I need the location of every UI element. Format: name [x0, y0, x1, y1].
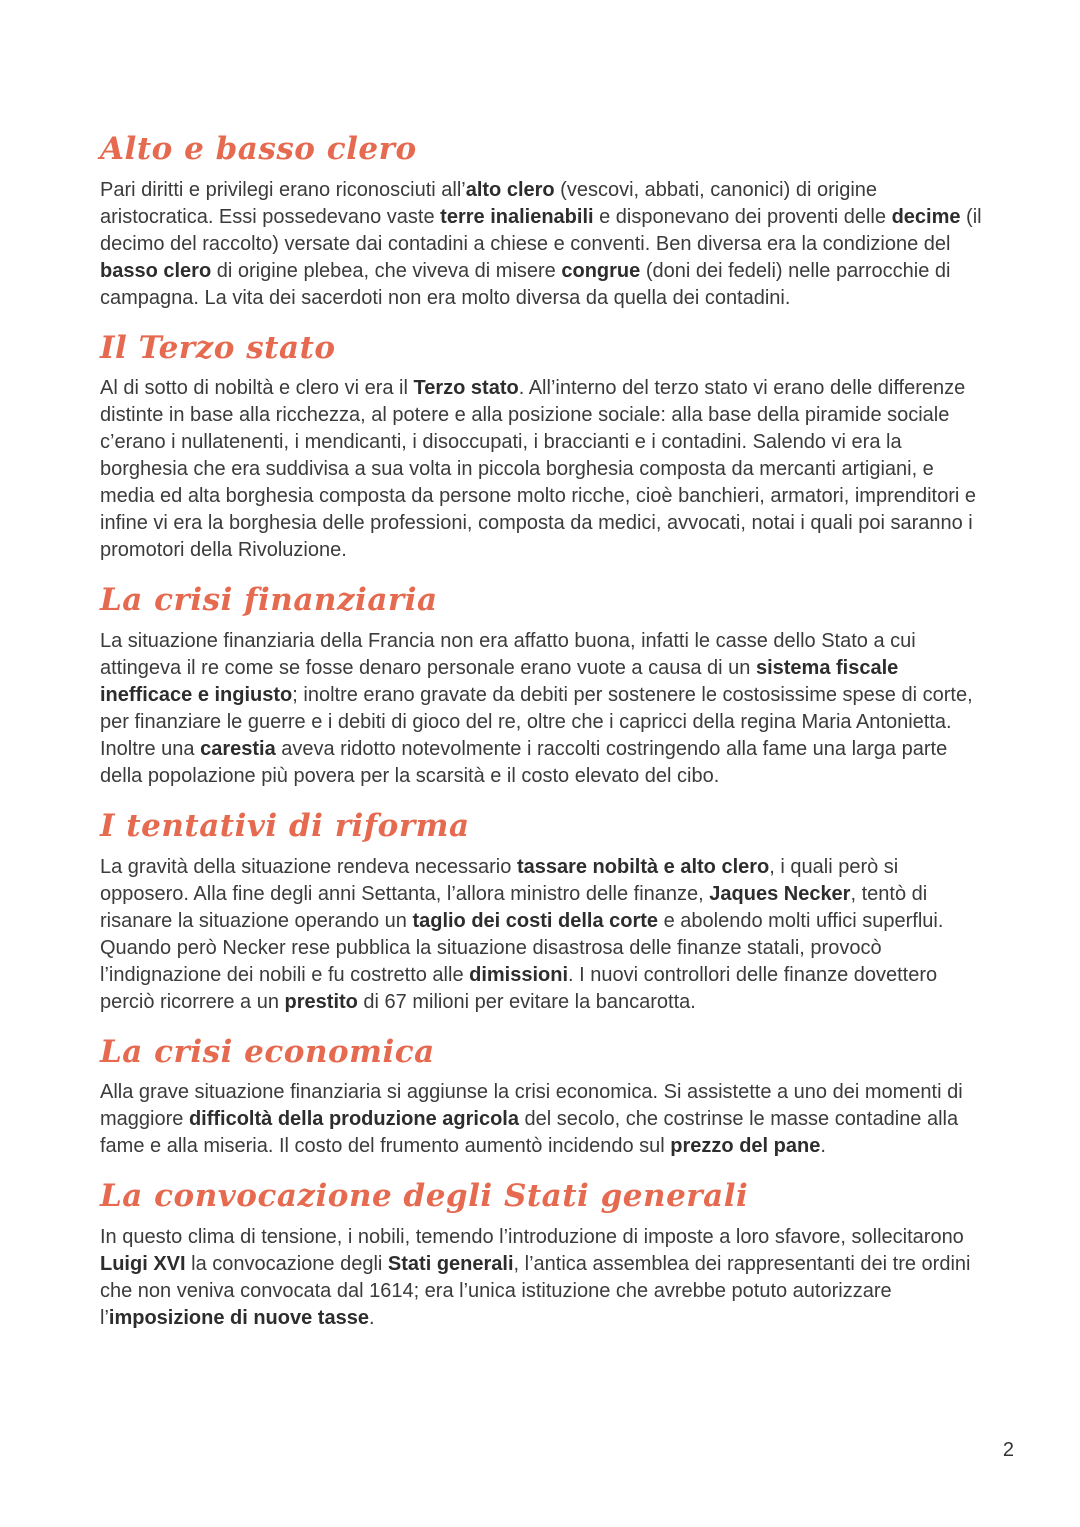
heading-la-crisi-economica: La crisi economica — [100, 1033, 435, 1070]
paragraph-alto-e-basso-clero: Pari diritti e privilegi erano riconosciuti all’alto clero (vescovi, abbati, canonici) di origine aristocratica. Essi possedevano vaste terre inalienabili e disponevano dei proventi delle decime (il decimo del raccolto) versate dai contadini a chiese e conventi. Ben diversa era la condizione del basso clero di origine plebea, che viveva di misere congrue (doni dei fedeli) nelle parrocchie di campagna. La vita dei sacerdoti non era molto diversa da quella dei contadini. — [100, 178, 982, 309]
heading-i-tentativi-di-riforma: I tentativi di riforma — [100, 807, 470, 844]
section-il-terzo-stato — [100, 331, 985, 565]
section-la-crisi-economica — [100, 1035, 985, 1161]
paragraph-la-crisi-economica: Alla grave situazione finanziaria si aggiunse la crisi economica. Si assistette a uno dei momenti di maggiore difficoltà della produzione agricola del secolo, che costrinse le masse contadine alla fame e alla miseria. Il costo del frumento aumentò incidendo sul prezzo del pane. — [100, 1081, 963, 1158]
section-la-crisi-finanziaria — [100, 583, 985, 790]
heading-il-terzo-stato: Il Terzo stato — [100, 329, 336, 366]
heading-la-crisi-finanziaria: La crisi finanziaria — [100, 582, 438, 619]
section-alto-e-basso-clero — [100, 132, 985, 312]
section-i-tentativi-di-riforma — [100, 809, 985, 1016]
paragraph-il-terzo-stato: Al di sotto di nobiltà e clero vi era il Terzo stato. All’interno del terzo stato vi erano delle differenze distinte in base alla ricchezza, al potere e alla posizione sociale: alla base della piramide sociale c’erano i nullatenenti, i mendicanti, i disoccupati, i braccianti e i contadini. Salendo vi era la borghesia che era suddivisa a sua volta in piccola borghesia composta da mercanti artigiani, e media ed alta borghesia composta da persone molto ricche, cioè banchieri, armatori, imprenditori e infine vi era la borghesia delle professioni, composta da medici, avvocati, notai i quali poi saranno i promotori della Rivoluzione. — [100, 377, 977, 562]
paragraph-la-convocazione-degli-stati-generali: In questo clima di tensione, i nobili, temendo l’introduzione di imposte a loro sfavore, sollecitarono Luigi XVI la convocazione degli Stati generali, l’antica assemblea dei rappresentanti dei tre ordini che non veniva convocata dal 1614; era l’unica istituzione che avrebbe potuto autorizzare l’imposizione di nuove tasse. — [100, 1225, 971, 1329]
heading-alto-e-basso-clero: Alto e basso clero — [100, 131, 417, 167]
paragraph-i-tentativi-di-riforma: La gravità della situazione rendeva necessario tassare nobiltà e alto clero, i quali però si opposero. Alla fine degli anni Settanta, l’allora ministro delle finanze, Jaques Necker, tentò di risanare la situazione operando un taglio dei costi della corte e abolendo molti uffici superflui. Quando però Necker rese pubblica la situazione disastrosa delle finanze statali, provocò l’indignazione dei nobili e fu costretto alle dimissioni. I nuovi controllori delle finanze dovettero perciò ricorrere a un prestito di 67 milioni per evitare la bancarotta. — [100, 855, 944, 1013]
heading-la-convocazione-degli-stati-generali: La convocazione degli Stati generali — [100, 1178, 749, 1215]
section-la-convocazione-degli-stati-generali — [100, 1179, 985, 1332]
page-number: 2 — [1002, 1439, 1014, 1461]
paragraph-la-crisi-finanziaria: La situazione finanziaria della Francia non era affatto buona, infatti le casse dello Stato a cui attingeva il re come se fosse denaro personale erano vuote a causa di un sistema fiscale inefficace e ingiusto; inoltre erano gravate da debiti per sostenere le costosissime spese di corte, per finanziare le guerre e i debiti di gioco del re, oltre che i capricci della regina Maria Antonietta. Inoltre una carestia aveva ridotto notevolmente i raccolti costringendo alla fame una larga parte della popolazione più povera per la scarsità e il costo elevato del cibo. — [100, 629, 973, 787]
